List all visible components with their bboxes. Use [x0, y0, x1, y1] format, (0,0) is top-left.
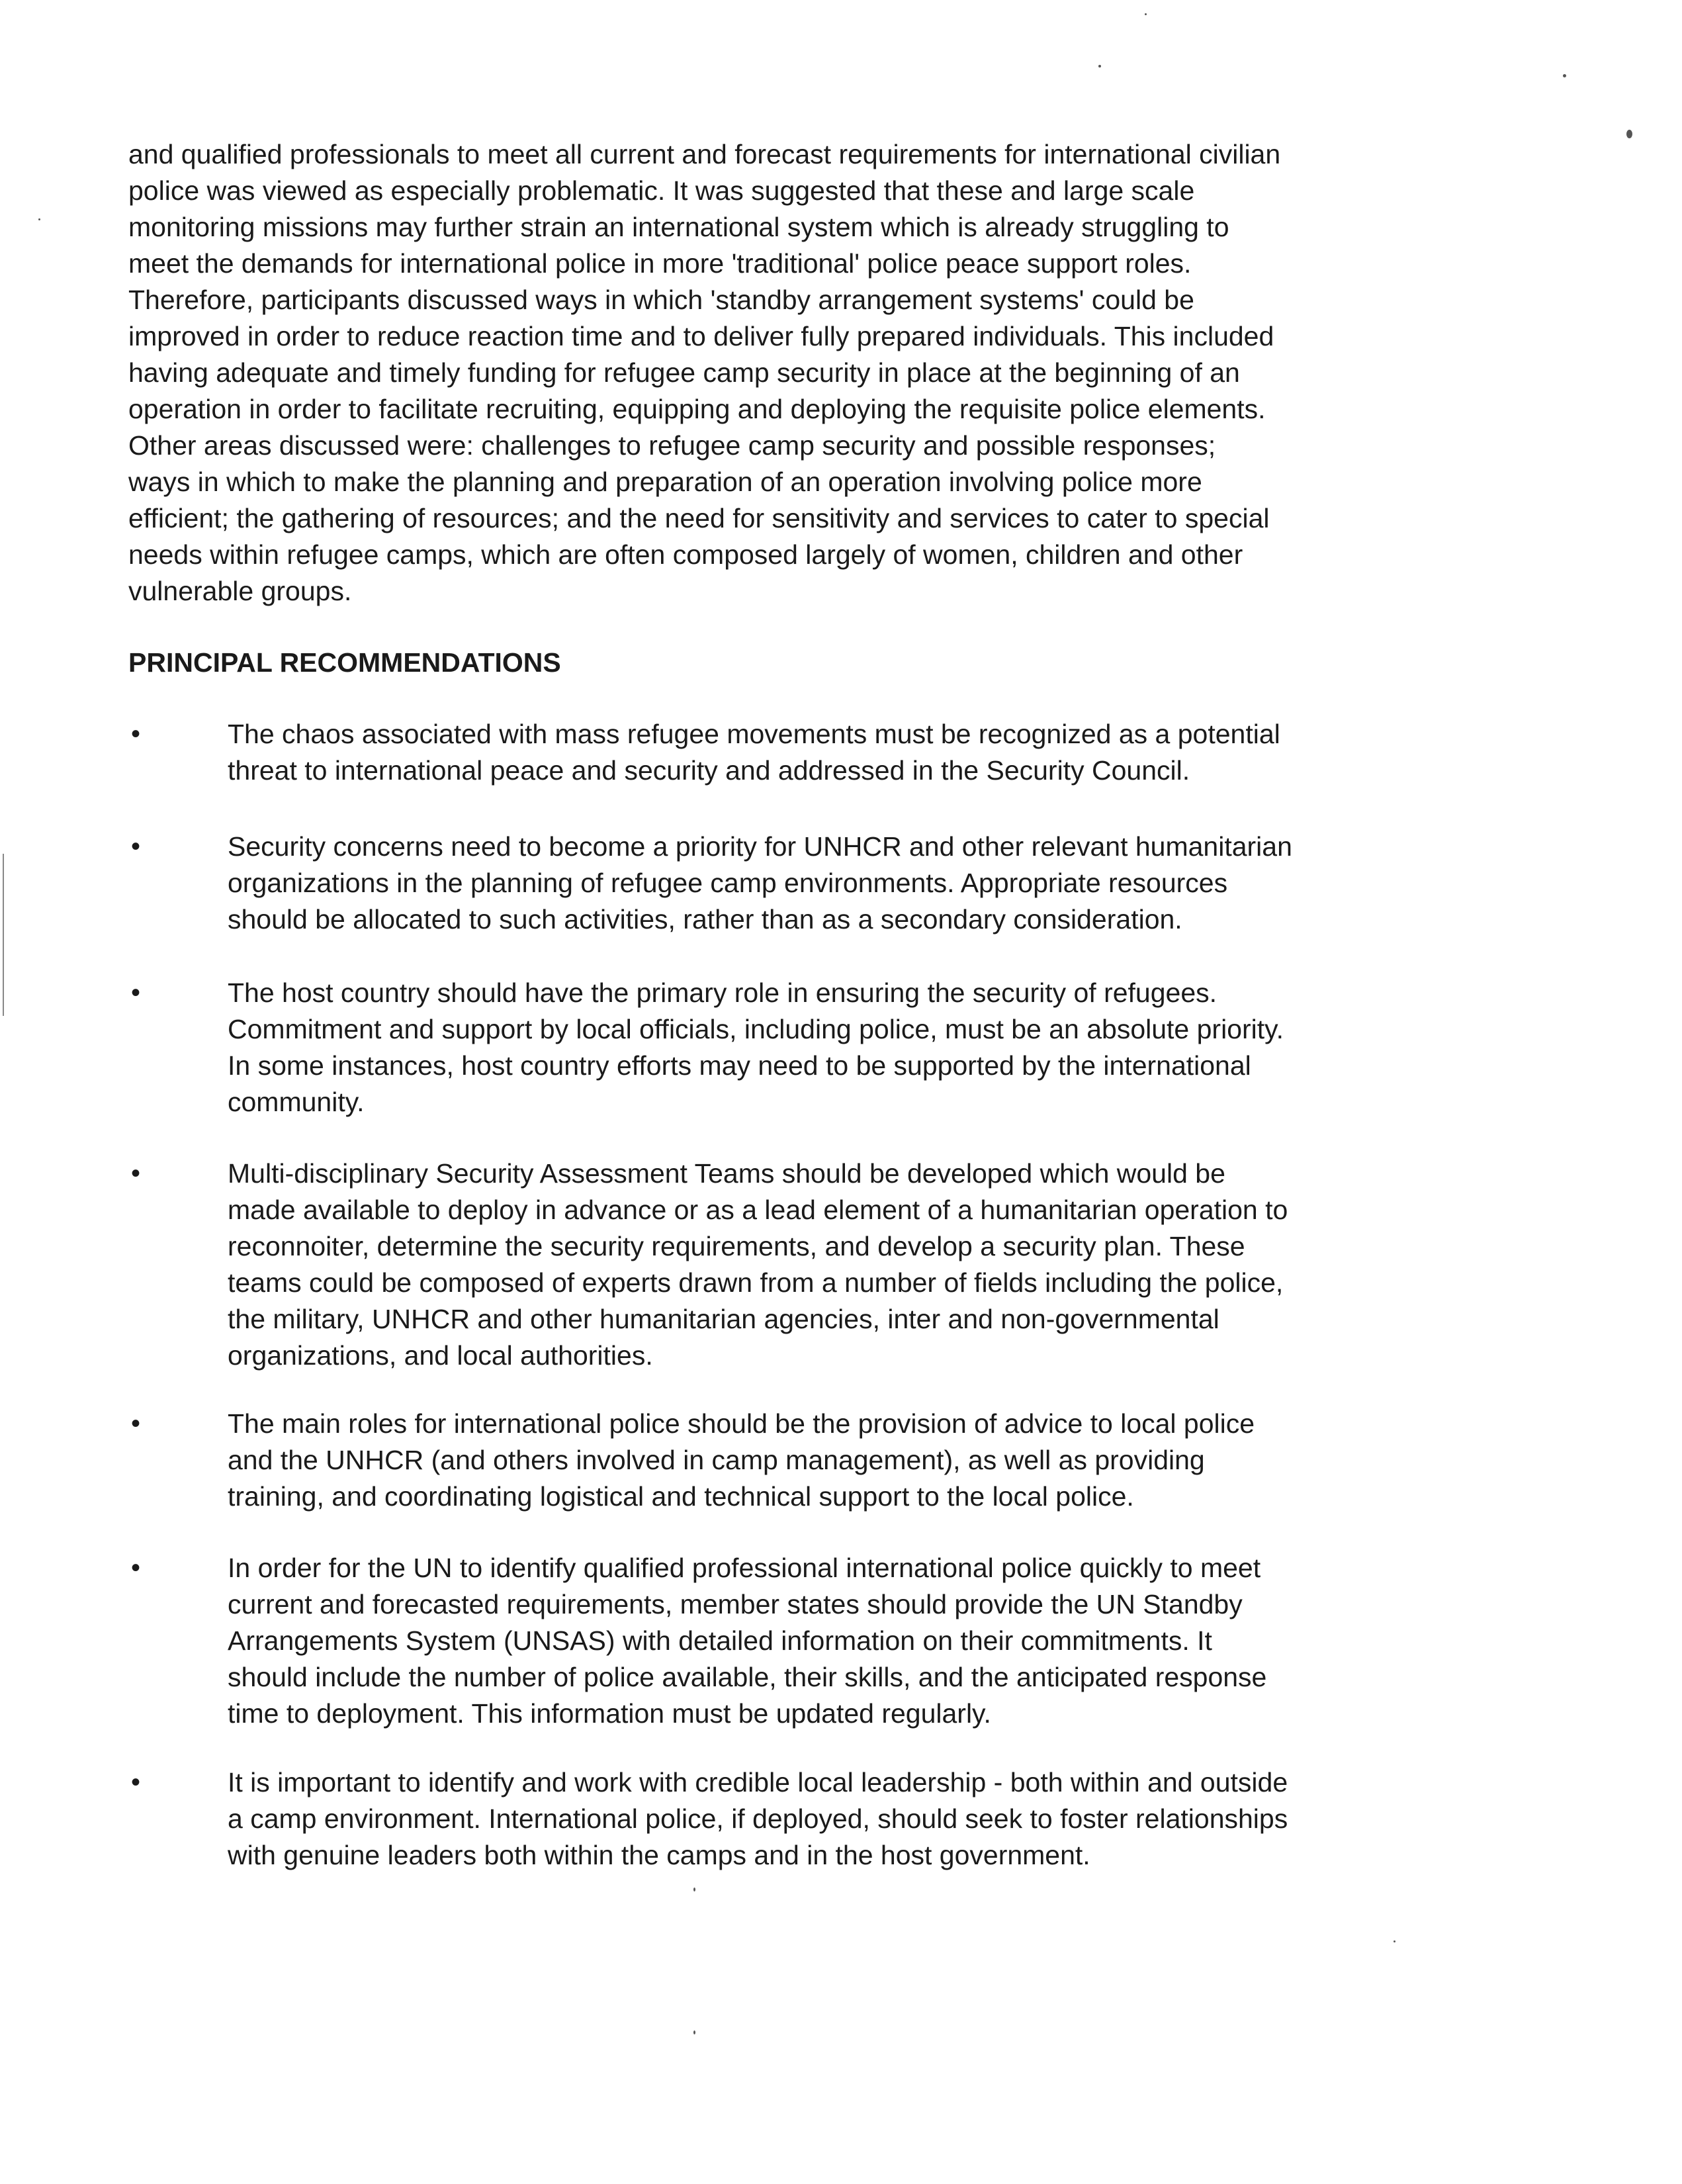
recommendation-text: [228, 1156, 1518, 1374]
intro-paragraph: [128, 136, 1452, 610]
intro-line: Other areas discussed were: challenges to refugee camp security and possible responses;: [128, 430, 1216, 461]
intro-line: ways in which to make the planning and preparation of an operation involving police more: [128, 467, 1202, 497]
recommendation-line: community.: [228, 1087, 365, 1117]
recommendation-text: [228, 1550, 1518, 1732]
intro-line: police was viewed as especially problematic. It was suggested that these and large scale: [128, 175, 1195, 206]
recommendation-line: threat to international peace and security and addressed in the Security Council.: [228, 755, 1190, 786]
intro-line: and qualified professionals to meet all current and forecast requirements for international civilian: [128, 139, 1281, 169]
recommendation-line: Multi-disciplinary Security Assessment Teams should be developed which would be: [228, 1158, 1225, 1189]
recommendation-line: training, and coordinating logistical and technical support to the local police.: [228, 1481, 1134, 1512]
recommendation-line: The chaos associated with mass refugee movements must be recognized as a potential: [228, 719, 1280, 749]
bullet-icon: •: [131, 1409, 141, 1438]
recommendation-line: reconnoiter, determine the security requirements, and develop a security plan. These: [228, 1231, 1245, 1261]
recommendation-line: organizations in the planning of refugee camp environments. Appropriate resources: [228, 868, 1228, 898]
recommendation-line: the military, UNHCR and other humanitarian agencies, inter and non-governmental: [228, 1304, 1219, 1334]
intro-line: operation in order to facilitate recruiting, equipping and deploying the requisite police elements.: [128, 394, 1266, 424]
recommendation-line: In some instances, host country efforts may need to be supported by the international: [228, 1050, 1251, 1081]
recommendation-line: teams could be composed of experts drawn from a number of fields including the police,: [228, 1267, 1284, 1298]
recommendation-line: The main roles for international police should be the provision of advice to local police: [228, 1408, 1255, 1439]
bullet-icon: •: [131, 1553, 141, 1582]
recommendation-text: [228, 716, 1518, 789]
recommendation-line: should be allocated to such activities, rather than as a secondary consideration.: [228, 904, 1182, 934]
scan-speck: [38, 218, 40, 220]
scan-speck: [1563, 74, 1566, 77]
recommendation-text: [228, 1764, 1518, 1874]
scan-speck: [693, 1888, 695, 1891]
recommendation-line: The host country should have the primary role in ensuring the security of refugees.: [228, 978, 1217, 1008]
bullet-icon: •: [131, 978, 141, 1007]
bullet-icon: •: [131, 719, 141, 749]
intro-line: monitoring missions may further strain an international system which is already struggling to: [128, 212, 1229, 242]
recommendation-line: Security concerns need to become a priority for UNHCR and other relevant humanitarian: [228, 831, 1292, 862]
intro-line: vulnerable groups.: [128, 576, 352, 606]
recommendation-line: It is important to identify and work with credible local leadership - both within and outside: [228, 1767, 1288, 1797]
recommendation-line: made available to deploy in advance or as a lead element of a humanitarian operation to: [228, 1195, 1288, 1225]
intro-line: meet the demands for international police in more 'traditional' police peace support roles.: [128, 248, 1192, 279]
bullet-icon: •: [131, 1159, 141, 1188]
intro-line: having adequate and timely funding for refugee camp security in place at the beginning of an: [128, 357, 1240, 388]
intro-line: needs within refugee camps, which are often composed largely of women, children and other: [128, 539, 1243, 570]
scan-margin-line: [3, 854, 4, 1016]
scan-speck: [1098, 65, 1101, 68]
recommendation-line: In order for the UN to identify qualified professional international police quickly to meet: [228, 1553, 1261, 1583]
recommendation-line: should include the number of police available, their skills, and the anticipated response: [228, 1662, 1267, 1692]
recommendation-line: time to deployment. This information must be updated regularly.: [228, 1698, 991, 1729]
scan-speck: [1626, 130, 1632, 138]
recommendation-line: a camp environment. International police, if deployed, should seek to foster relationships: [228, 1803, 1288, 1834]
recommendation-text: [228, 829, 1518, 938]
recommendation-line: Arrangements System (UNSAS) with detailed information on their commitments. It: [228, 1625, 1212, 1656]
recommendation-text: [228, 975, 1518, 1120]
intro-line: efficient; the gathering of resources; and the need for sensitivity and services to cater to special: [128, 503, 1270, 533]
bullet-icon: •: [131, 832, 141, 861]
recommendation-line: and the UNHCR (and others involved in camp management), as well as providing: [228, 1445, 1205, 1475]
recommendation-line: with genuine leaders both within the camps and in the host government.: [228, 1840, 1090, 1870]
recommendation-line: current and forecasted requirements, member states should provide the UN Standby: [228, 1589, 1243, 1619]
intro-line: Therefore, participants discussed ways in which 'standby arrangement systems' could be: [128, 285, 1194, 315]
intro-line: improved in order to reduce reaction time and to deliver fully prepared individuals. This included: [128, 321, 1274, 351]
section-heading: PRINCIPAL RECOMMENDATIONS: [128, 647, 561, 678]
scan-speck: [1145, 13, 1147, 15]
recommendation-line: organizations, and local authorities.: [228, 1340, 653, 1371]
scan-speck: [693, 2030, 695, 2034]
bullet-icon: •: [131, 1768, 141, 1797]
recommendation-line: Commitment and support by local officials, including police, must be an absolute priority.: [228, 1014, 1284, 1044]
scan-speck: [1394, 1940, 1395, 1942]
recommendation-text: [228, 1406, 1518, 1515]
